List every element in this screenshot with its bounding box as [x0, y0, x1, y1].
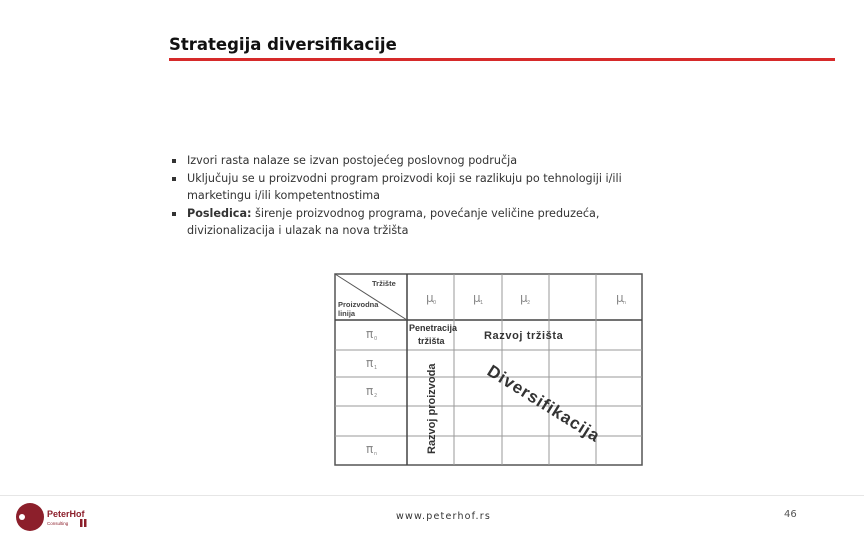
logo-sub: Consulting — [47, 521, 69, 526]
row-header-sub: 0 — [374, 336, 378, 342]
col-header-sub: 2 — [527, 300, 531, 306]
cell-penetration-line2: tržišta — [418, 336, 445, 346]
title-underline — [169, 58, 835, 61]
bullet-list — [170, 152, 640, 240]
row-header-pi: π — [366, 356, 374, 370]
row-header-pi: π — [366, 442, 374, 456]
bullet-item — [170, 152, 640, 170]
corner-label-line: linija — [338, 309, 356, 318]
col-header-sub: 0 — [433, 300, 437, 306]
cell-diversification: Diversifikacija — [483, 361, 604, 446]
row-header-sub: 1 — [374, 365, 378, 371]
cell-market-development: Razvoj tržišta — [484, 330, 564, 342]
peterhof-logo — [16, 503, 96, 533]
corner-label-market: Tržište — [372, 279, 396, 288]
page-number: 46 — [784, 509, 797, 520]
cell-penetration-line1: Penetracija — [409, 323, 458, 333]
footer-divider — [0, 495, 864, 496]
bullet-text: Izvori rasta nalaze se izvan postojećeg poslovnog područja — [187, 154, 518, 167]
diversification-matrix — [334, 273, 644, 469]
bullet-bold-lead: Posledica: — [187, 206, 252, 220]
row-header-sub: 2 — [374, 393, 378, 399]
col-header-sub: n — [623, 300, 627, 306]
bullet-item — [170, 170, 640, 205]
footer-url: www.peterhof.rs — [396, 511, 492, 522]
bullet-text: Uključuju se u proizvodni program proizvodi koji se razlikuju po tehnologiji i/ili marketingu i/ili kompetentnostima — [187, 171, 622, 202]
col-header-sub: 1 — [480, 300, 484, 306]
col-header-mu: μ — [520, 291, 528, 305]
row-header-pi: π — [366, 384, 374, 398]
row-header-pi: π — [366, 327, 374, 341]
col-header-mu: μ — [426, 291, 434, 305]
row-header-sub: n — [374, 451, 378, 457]
col-header-mu: μ — [616, 291, 624, 305]
logo-name: PeterHof — [47, 509, 85, 519]
corner-label-product: Proizvodna — [338, 300, 379, 309]
col-header-mu: μ — [473, 291, 481, 305]
cell-product-development: Razvoj proizvoda — [426, 363, 438, 454]
slide-title: Strategija diversifikacije — [169, 35, 397, 54]
bullet-text: širenje proizvodnog programa, povećanje veličine preduzeća, divizionalizacija i ulazak na nova tržišta — [187, 206, 600, 237]
bullet-item — [170, 205, 640, 240]
